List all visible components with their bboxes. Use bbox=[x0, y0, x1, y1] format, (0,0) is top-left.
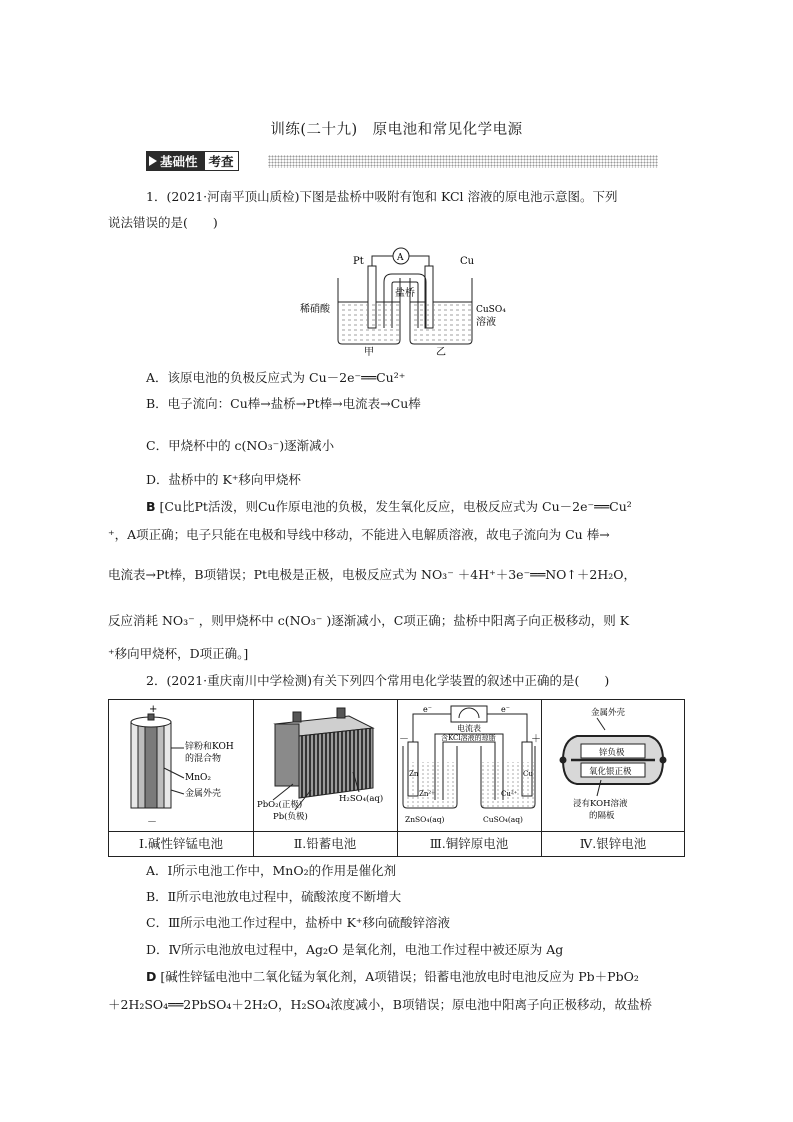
q1-galvanic-cell-figure bbox=[300, 238, 506, 358]
q2-answer-text1: [碱性锌锰电池中二氧化锰为氧化剂，A项错误；铅蓄电池放电时电池反应为 Pb＋PbO₂ bbox=[160, 969, 639, 984]
fig3-bridge-label: 含KCl溶液的琼脂 bbox=[441, 734, 496, 742]
dotted-divider bbox=[268, 155, 658, 168]
fig1-label1: 锌粉和KOH bbox=[185, 742, 234, 752]
fig3-zn: Zn bbox=[409, 770, 419, 778]
q2-option-c: C．Ⅲ所示电池工作过程中，盐桥中 K⁺移向硫酸锌溶液 bbox=[146, 915, 451, 930]
fig3-cu-ion: Cu²⁺ bbox=[501, 790, 518, 798]
section-badge bbox=[146, 151, 239, 171]
fig3-cu-zn-cell bbox=[397, 700, 541, 831]
q1-label-cu: Cu bbox=[460, 256, 475, 267]
fig3-sol-left: ZnSO₄(aq) bbox=[405, 815, 445, 824]
page-title: 训练(二十九) 原电池和常见化学电源 bbox=[270, 122, 523, 138]
q2-answer-line1 bbox=[146, 968, 639, 985]
fig3-electron-right: e⁻ bbox=[501, 705, 510, 714]
fig3-electron-left: e⁻ bbox=[423, 705, 432, 714]
q1-label-ammeter: A bbox=[397, 253, 404, 263]
q1-label-right-solution-2: 溶液 bbox=[476, 317, 496, 328]
q2-device-table bbox=[108, 699, 685, 857]
fig3-minus: － bbox=[399, 734, 409, 745]
fig1-label4: 金属外壳 bbox=[185, 789, 222, 799]
q1-label-beaker-left: 甲 bbox=[364, 347, 374, 358]
q1-option-b: B．电子流向：Cu棒→盐桥→Pt棒→电流表→Cu棒 bbox=[146, 396, 421, 411]
q1-stem-line2: 说法错误的是( ) bbox=[108, 215, 218, 230]
q2-option-d: D．Ⅳ所示电池放电过程中，Ag₂O 是氧化剂，电池工作过程中被还原为 Ag bbox=[146, 942, 564, 957]
fig3-meter-label: 电流表 bbox=[457, 724, 481, 733]
fig4-label1: 金属外壳 bbox=[591, 708, 626, 718]
q1-label-pt: Pt bbox=[353, 256, 364, 267]
fig1-minus: － bbox=[147, 817, 157, 828]
q1-option-d: D．盐桥中的 K⁺移向甲烧杯 bbox=[146, 472, 301, 487]
fig4-label3: 氧化银正极 bbox=[589, 767, 632, 777]
section-badge-right: 考查 bbox=[204, 151, 239, 171]
caption-1: Ⅰ.碱性锌锰电池 bbox=[139, 836, 223, 851]
q1-stem-line1: 1．(2021·河南平顶山质检)下图是盐桥中吸附有饱和 KCl 溶液的原电池示意图。下列 bbox=[146, 189, 618, 204]
fig2-label2: Pb(负极) bbox=[273, 812, 308, 822]
q1-label-beaker-right: 乙 bbox=[436, 347, 446, 358]
caption-2: Ⅱ.铅蓄电池 bbox=[293, 836, 357, 851]
caption-3: Ⅲ.铜锌原电池 bbox=[429, 836, 509, 851]
q1-wire-right bbox=[409, 256, 429, 266]
fig1-label2: 的混合物 bbox=[185, 754, 222, 764]
fig3-plus: ＋ bbox=[531, 734, 541, 745]
section-badge-left-label: 基础性 bbox=[160, 154, 198, 169]
q1-answer-line1 bbox=[146, 498, 632, 515]
fig2-label3: H₂SO₄(aq) bbox=[339, 794, 384, 804]
q1-answer-text1: [Cu比Pt活泼，则Cu作原电池的负极，发生氧化反应，电极反应式为 Cu－2e⁻══Cu² bbox=[159, 499, 632, 514]
q2-option-a: A．Ⅰ所示电池工作中，MnO₂的作用是催化剂 bbox=[146, 863, 397, 878]
q1-option-c: C．甲烧杯中的 c(NO₃⁻)逐渐减小 bbox=[146, 438, 335, 453]
caption-4: Ⅳ.银锌电池 bbox=[579, 836, 647, 851]
fig4-silver-zinc-battery bbox=[541, 700, 685, 831]
q1-option-a: A．该原电池的负极反应式为 Cu－2e⁻══Cu²⁺ bbox=[146, 370, 406, 385]
q1-answer-line4: 反应消耗 NO₃⁻ ，则甲烧杯中 c(NO₃⁻ )逐渐减小，C项正确；盐桥中阳离子向正极移动，则 K bbox=[108, 613, 630, 628]
fig2-label1: PbO₂(正极) bbox=[257, 800, 303, 810]
fig4-label2: 锌负极 bbox=[599, 748, 625, 758]
q2-answer-line2: ＋2H₂SO₄══2PbSO₄＋2H₂O，H₂SO₄浓度减小，B项错误；原电池中阳离子向正极移动，故盐桥 bbox=[108, 997, 652, 1012]
q2-stem: 2．(2021·重庆南川中学检测)有关下列四个常用电化学装置的叙述中正确的是( ) bbox=[146, 673, 610, 688]
q1-answer-letter: B bbox=[146, 499, 156, 514]
q2-answer-letter: D bbox=[146, 969, 157, 984]
q1-label-right-solution-1: CuSO₄ bbox=[476, 305, 506, 315]
fig3-zn-ion: Zn²⁺ bbox=[419, 790, 435, 798]
fig4-label4: 浸有KOH溶液 bbox=[573, 799, 628, 809]
fig1-alkaline-battery bbox=[109, 700, 253, 831]
q2-option-b: B．Ⅱ所示电池放电过程中，硫酸浓度不断增大 bbox=[146, 889, 402, 904]
fig3-sol-right: CuSO₄(aq) bbox=[483, 815, 523, 824]
fig3-cu: Cu bbox=[523, 770, 533, 778]
fig1-label3: MnO₂ bbox=[185, 773, 211, 783]
fig2-lead-acid-battery bbox=[253, 700, 397, 831]
fig1-plus: + bbox=[149, 704, 158, 715]
q1-wire-left bbox=[372, 256, 393, 266]
section-badge-left bbox=[146, 151, 204, 171]
play-icon bbox=[149, 156, 157, 166]
q1-answer-line5: ⁺移向甲烧杯，D项正确。] bbox=[108, 646, 249, 661]
q1-answer-line3: 电流表→Pt棒，B项错误；Pt电极是正极，电极反应式为 NO₃⁻ ＋4H⁺＋3e⁻══NO↑＋2H₂O， bbox=[108, 567, 636, 582]
q1-label-bridge: 盐桥 bbox=[395, 288, 415, 299]
q1-label-left-solution: 稀硝酸 bbox=[300, 304, 330, 315]
fig4-label5: 的隔板 bbox=[589, 811, 615, 821]
q1-answer-line2: ⁺，A项正确；电子只能在电极和导线中移动，不能进入电解质溶液，故电子流向为 Cu 棒→ bbox=[108, 527, 610, 542]
